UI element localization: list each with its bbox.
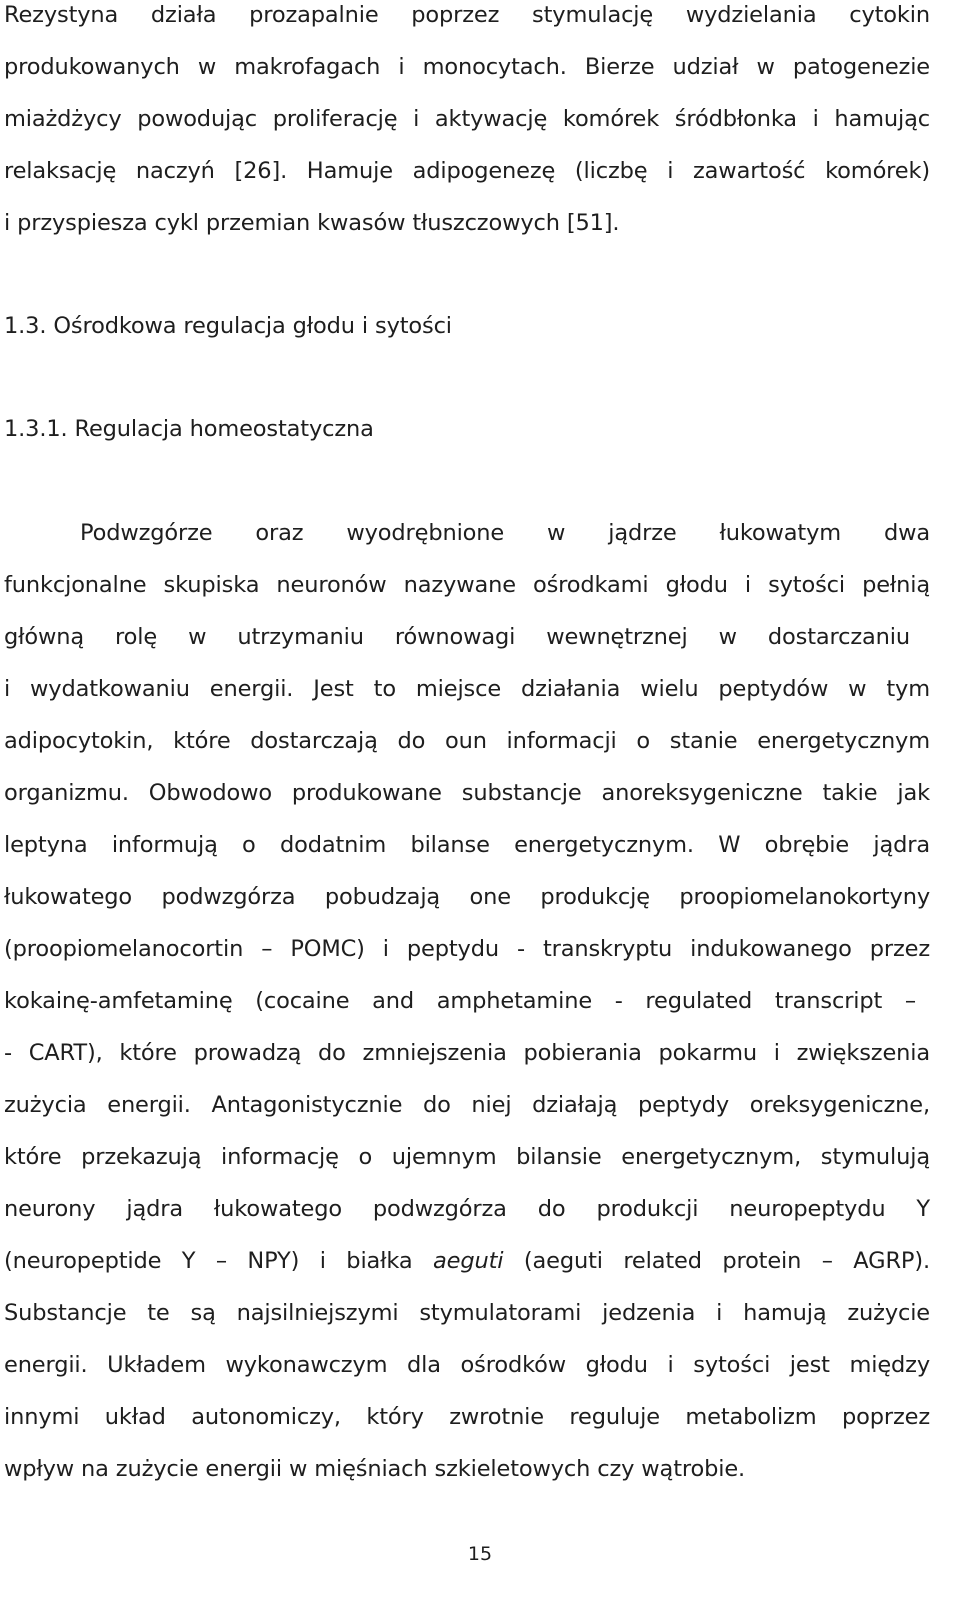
paragraph-line: wpływ na zużycie energii w mięśniach szkieletowych czy wątrobie. <box>4 1456 746 1482</box>
paragraph-line: organizmu. Obwodowo produkowane substancje anoreksygeniczne takie jak <box>4 780 930 806</box>
line-text: (aeguti related protein – AGRP). <box>523 1248 930 1274</box>
paragraph-line: energii. Układem wykonawczym dla ośrodków głodu i sytości jest między <box>4 1352 930 1378</box>
paragraph-line: główną rolę w utrzymaniu równowagi wewnętrznej w dostarczaniu <box>4 624 910 650</box>
subsection-heading: 1.3.1. Regulacja homeostatyczna <box>4 416 374 442</box>
line-text: (neuropeptide Y – NPY) i białka <box>4 1248 413 1274</box>
paragraph-line: produkowanych w makrofagach i monocytach. Bierze udział w patogenezie <box>4 54 930 80</box>
page-number: 15 <box>467 1543 493 1565</box>
italic-term: aeguti <box>433 1248 504 1274</box>
paragraph-line: i wydatkowaniu energii. Jest to miejsce działania wielu peptydów w tym <box>4 676 930 702</box>
paragraph-line: Rezystyna działa prozapalnie poprzez stymulację wydzielania cytokin <box>4 2 930 28</box>
paragraph-line: kokainę-amfetaminę (cocaine and amphetamine - regulated transcript – <box>4 988 916 1014</box>
paragraph-line: i przyspiesza cykl przemian kwasów tłuszczowych [51]. <box>4 210 620 236</box>
paragraph-line: (proopiomelanocortin – POMC) i peptydu - transkryptu indukowanego przez <box>4 936 930 962</box>
paragraph-line: zużycia energii. Antagonistycznie do niej działają peptydy oreksygeniczne, <box>4 1092 930 1118</box>
paragraph-line: łukowatego podwzgórza pobudzają one produkcję proopiomelanokortyny <box>4 884 930 910</box>
paragraph-line: neurony jądra łukowatego podwzgórza do produkcji neuropeptydu Y <box>4 1196 930 1222</box>
paragraph-line: Substancje te są najsilniejszymi stymulatorami jedzenia i hamują zużycie <box>4 1300 930 1326</box>
paragraph-line: funkcjonalne skupiska neuronów nazywane ośrodkami głodu i sytości pełnią <box>4 572 930 598</box>
paragraph-line: miażdżycy powodując proliferację i aktywację komórek śródbłonka i hamując <box>4 106 930 132</box>
paragraph-line: innymi układ autonomiczy, który zwrotnie reguluje metabolizm poprzez <box>4 1404 930 1430</box>
paragraph-line: - CART), które prowadzą do zmniejszenia pobierania pokarmu i zwiększenia <box>4 1040 930 1066</box>
paragraph-line: Podwzgórze oraz wyodrębnione w jądrze łukowatym dwa <box>80 520 930 546</box>
paragraph-line: relaksację naczyń [26]. Hamuje adipogenezę (liczbę i zawartość komórek) <box>4 158 930 184</box>
paragraph-line: leptyna informują o dodatnim bilanse energetycznym. W obrębie jądra <box>4 832 930 858</box>
paragraph-line: adipocytokin, które dostarczają do oun informacji o stanie energetycznym <box>4 728 930 754</box>
paragraph-line: które przekazują informację o ujemnym bilansie energetycznym, stymulują <box>4 1144 930 1170</box>
paragraph-line <box>4 1246 930 1276</box>
section-heading: 1.3. Ośrodkowa regulacja głodu i sytości <box>4 313 452 339</box>
